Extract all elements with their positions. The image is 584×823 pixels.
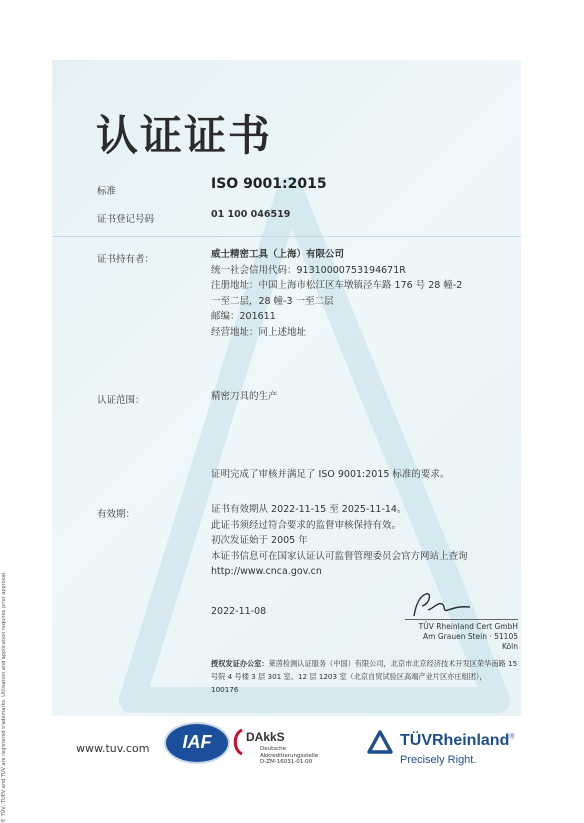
first-issue: 初次发证始于 2005 年 [211, 535, 308, 546]
holder-postcode: 邮编：201611 [211, 311, 276, 322]
tuv-triangle-icon [366, 730, 394, 754]
footer-website[interactable]: www.tuv.com [76, 742, 150, 755]
holder-name: 威士精密工具（上海）有限公司 [211, 249, 345, 260]
holder-label: 证书持有者： [97, 254, 155, 265]
issuer-block [405, 622, 518, 652]
iaf-logo: IAF [164, 722, 230, 764]
authorized-label: 授权发证办公室： [211, 659, 269, 668]
signature-line [405, 619, 518, 620]
scope-value: 精密刀具的生产 [211, 391, 278, 402]
holder-address-2: 一至二层，28 幢-3 一至二层 [211, 295, 334, 307]
registration-label: 证书登记号码 [97, 214, 155, 225]
trademark-note: ® TÜV, TUEV and TUV are registered trademarks. Utilisation and application requires prior approval. [1, 571, 7, 823]
cnca-url[interactable]: http://www.cnca.gov.cn [211, 566, 322, 577]
standard-value: ISO 9001:2015 [211, 176, 327, 192]
scope-label: 认证范围： [97, 395, 145, 406]
validity-label: 有效期： [97, 509, 136, 520]
signature [408, 590, 478, 620]
standard-label: 标准 [97, 186, 117, 197]
authorized-text: 莱茵检测认证服务（中国）有限公司，北京市北京经济技术开发区荣华南路 15 号院 4 号楼 3 层 301 室、12 层 1203 室（北京自贸试验区高端产业片区亦庄组团）， [211, 659, 518, 681]
certificate-title: 认证证书 [96, 111, 273, 160]
cnca-note: 本证书信息可在国家认证认可监督管理委员会官方网站上查询 [211, 550, 468, 562]
holder-block [211, 247, 462, 340]
section-divider [52, 236, 521, 237]
holder-business-address: 经营地址：同上述地址 [211, 326, 307, 338]
registration-value: 01 100 046519 [211, 209, 291, 220]
issue-date: 2022-11-08 [211, 606, 267, 617]
issuer-name: TÜV Rheinland Cert GmbH [418, 622, 518, 631]
holder-credit-code: 统一社会信用代码：91310000753194671R [211, 264, 406, 276]
authorized-office [211, 657, 526, 696]
validity-period: 证书有效期从 2022-11-15 至 2025-11-14。 [211, 504, 407, 515]
dakks-logo: DAkkS Deutsche Akkreditierungsstelle D-ZM-16031-01-00 [230, 728, 330, 770]
conformity-statement: 证明完成了审核并满足了 ISO 9001:2015 标准的要求。 [211, 469, 450, 480]
issuer-address: Am Grauen Stein · 51105 Köln [423, 632, 518, 651]
validity-condition: 此证书须经过符合要求的监督审核保持有效。 [211, 519, 402, 531]
dakks-emblem-icon [230, 728, 244, 756]
tuv-slogan: Precisely Right. [400, 754, 477, 766]
tuv-brand: TÜVRheinland® [400, 732, 515, 749]
holder-address-1: 注册地址：中国上海市松江区车墩镇泾车路 176 号 28 幢-2 [211, 280, 463, 291]
authorized-code: 100176 [211, 685, 239, 694]
validity-block [211, 502, 468, 580]
